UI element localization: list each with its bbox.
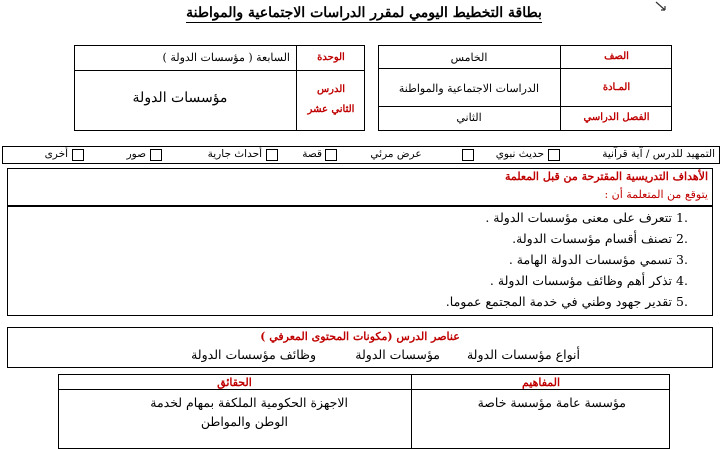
checkbox-visual[interactable] xyxy=(462,149,474,161)
objective-number: 1. xyxy=(676,210,688,225)
divider xyxy=(378,68,672,69)
objective-item: تسمي مؤسسات الدولة الهامة . xyxy=(508,252,672,267)
divider xyxy=(58,389,670,390)
unit-label: الوحدة xyxy=(317,52,345,63)
checkbox-images[interactable] xyxy=(150,149,162,161)
intro-label: التمهيد للدرس / آية قرآنية xyxy=(602,148,715,160)
objective-number: 4. xyxy=(676,273,688,288)
lesson-element-item: أنواع مؤسسات الدولة xyxy=(466,347,580,362)
objective-number: 2. xyxy=(676,231,688,246)
subject-value: الدراسات الاجتماعية والمواطنة xyxy=(398,82,540,95)
objective-item: تتعرف على معنى مؤسسات الدولة . xyxy=(485,210,672,225)
intro-option-images: صور xyxy=(126,148,146,160)
grade-value: الخامس xyxy=(450,51,488,64)
checkbox-other[interactable] xyxy=(72,149,84,161)
lesson-element-item: مؤسسات الدولة xyxy=(355,347,440,362)
term-value: الثاني xyxy=(456,111,482,124)
cursor-icon xyxy=(654,0,668,14)
checkbox-events[interactable] xyxy=(266,149,278,161)
lesson-label-2: الثاني عشر xyxy=(307,104,355,115)
checkbox-hadith[interactable] xyxy=(548,149,560,161)
lesson-label-1: الدرس xyxy=(316,84,346,95)
intro-option-other: أخرى xyxy=(44,148,68,160)
objectives-subheading: يتوقع من المتعلمة أن : xyxy=(604,188,708,201)
term-label: الفصل الدراسي xyxy=(583,112,650,123)
intro-option-events: أحداث جارية xyxy=(207,148,262,160)
concepts-value: مؤسسة عامة مؤسسة خاصة xyxy=(477,395,626,410)
divider xyxy=(74,70,365,71)
lesson-value: مؤسسات الدولة xyxy=(132,90,228,106)
subject-label: المـادة xyxy=(602,82,631,93)
objective-number: 3. xyxy=(676,252,688,267)
objective-item: تذكر أهم وظائف مؤسسات الدولة . xyxy=(489,273,672,288)
objective-item: تقدير جهود وطني في خدمة المجتمع عموما. xyxy=(445,294,672,309)
checkbox-story[interactable] xyxy=(325,149,337,161)
facts-heading: الحقائق xyxy=(217,376,252,389)
grade-label: الصف xyxy=(604,51,629,62)
concepts-heading: المفاهيم xyxy=(521,376,561,389)
facts-line-2: الوطن والمواطن xyxy=(200,414,288,429)
lesson-elements-heading: عناصر الدرس (مكونات المحتوى المعرفي ) xyxy=(260,330,460,343)
unit-value: السابعة ( مؤسسات الدولة ) xyxy=(162,51,290,64)
facts-line-1: الاجهزة الحكومية الملكفة بمهام لخدمة xyxy=(150,395,348,410)
objectives-heading: الأهداف التدريسية المقترحة من قبل المعلمة xyxy=(505,170,708,183)
page-title xyxy=(0,5,728,21)
objective-number: 5. xyxy=(676,294,688,309)
divider xyxy=(378,106,672,107)
intro-option-visual: عرض مرئي xyxy=(370,148,422,160)
lesson-element-item: وظائف مؤسسات الدولة xyxy=(191,347,316,362)
intro-option-story: قصة xyxy=(302,148,322,160)
page-title-text: بطاقة التخطيط اليومي لمقرر الدراسات الاجتماعية والمواطنة xyxy=(186,5,542,21)
objective-item: تصنف أقسام مؤسسات الدولة. xyxy=(512,231,672,246)
intro-option-hadith: حديث نبوي xyxy=(495,148,544,160)
